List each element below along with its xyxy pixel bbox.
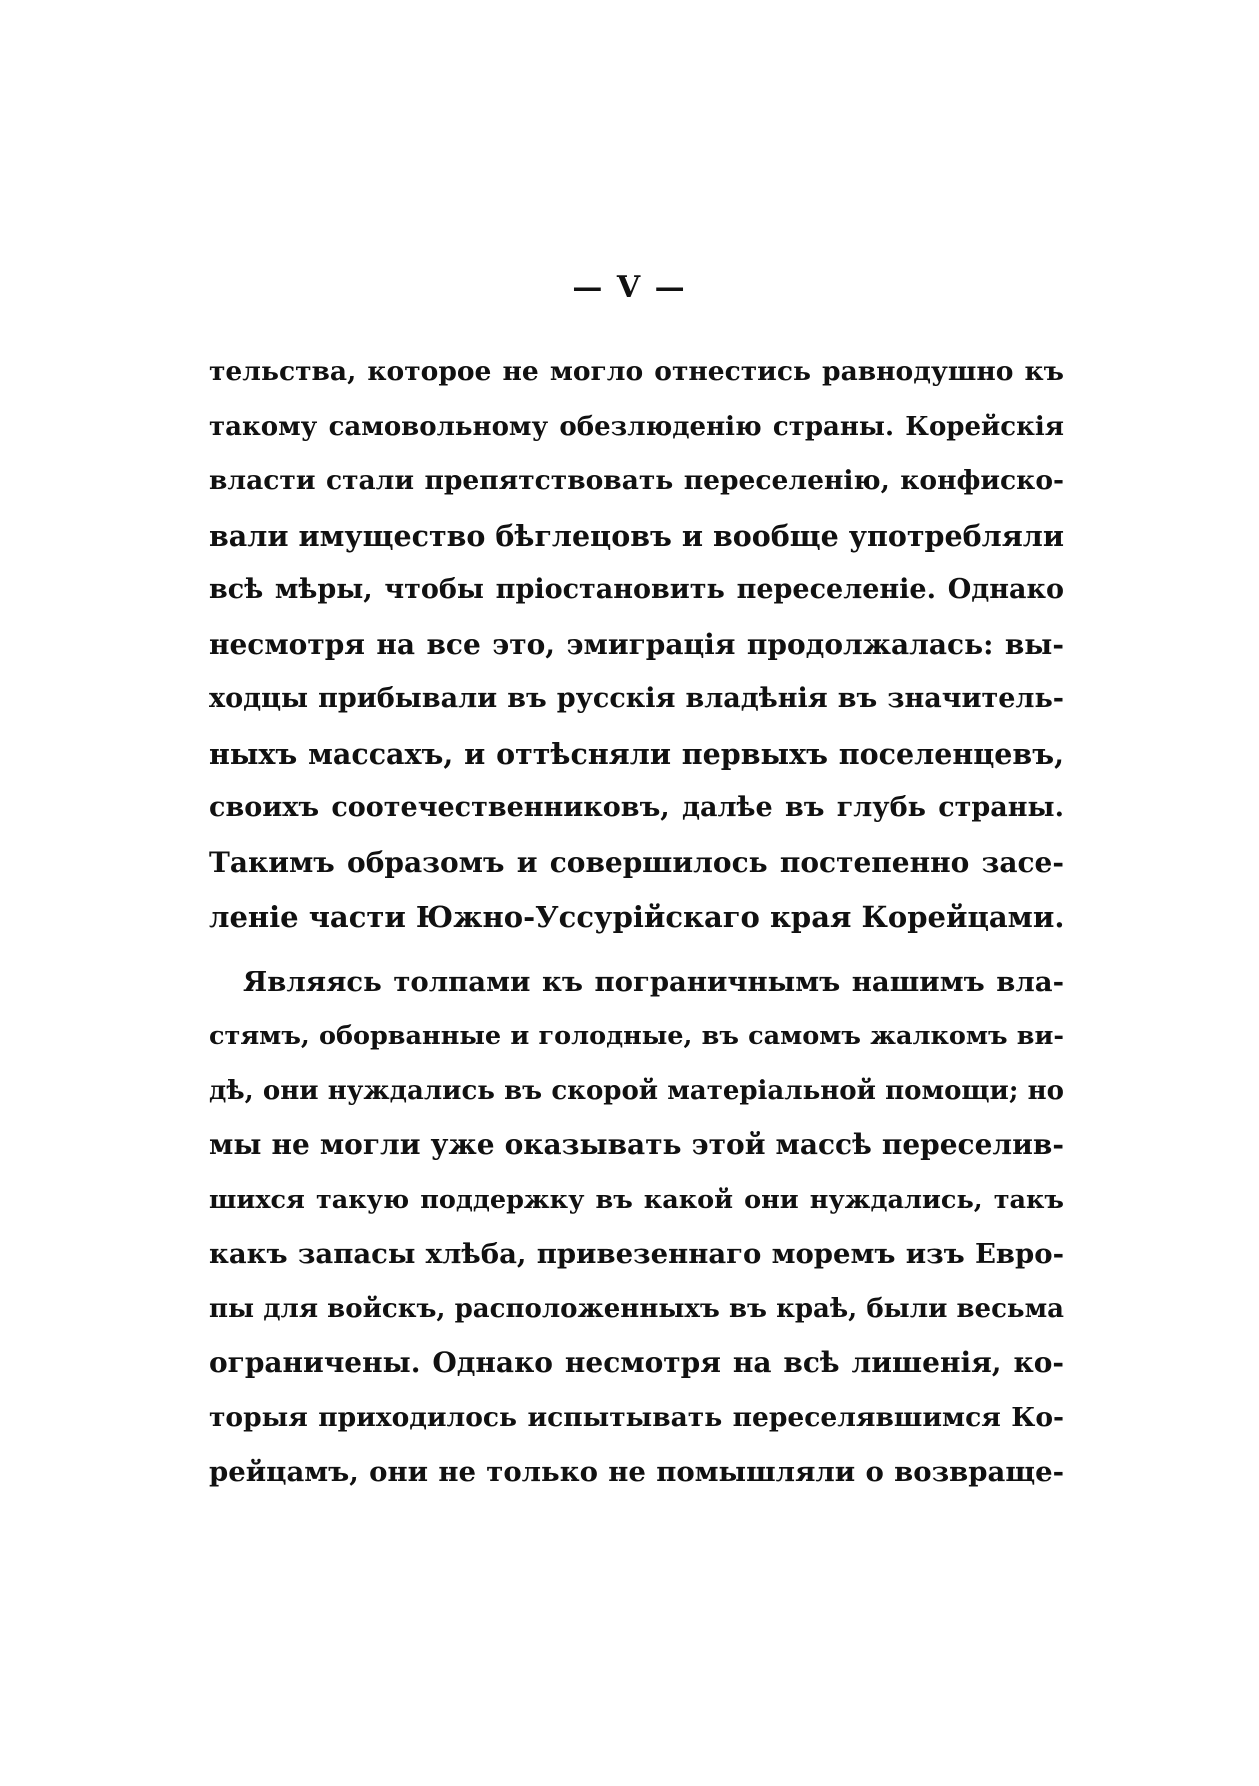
paragraph-gap bbox=[209, 945, 1064, 955]
text-line: такому самовольному обезлюденію страны. Корейскія bbox=[209, 411, 1064, 442]
paragraph-2 bbox=[209, 955, 1064, 1500]
text-line: шихся такую поддержку въ какой они нуждались, такъ bbox=[209, 1184, 1064, 1215]
text-line: леніе части Южно-Уссурійскаго края Корейцами. bbox=[209, 900, 1065, 934]
text-line: несмотря на все это, эмиграція продолжалась: вы- bbox=[209, 627, 1064, 661]
body-text bbox=[209, 345, 1064, 1500]
text-line: стямъ, оборванные и голодные, въ самомъ жалкомъ ви- bbox=[209, 1021, 1064, 1051]
text-line: своихъ соотечественниковъ, далѣе въ глубь страны. bbox=[209, 792, 1064, 823]
paragraph-1 bbox=[209, 345, 1064, 945]
text-line: ходцы прибывали въ русскія владѣнія въ значитель- bbox=[209, 683, 1064, 714]
text-line: какъ запасы хлѣба, привезеннаго моремъ изъ Евро- bbox=[209, 1238, 1064, 1270]
text-line: ограничены. Однако несмотря на всѣ лишенія, ко- bbox=[209, 1346, 1064, 1379]
text-line: всѣ мѣры, чтобы пріостановить переселеніе. Однако bbox=[209, 574, 1064, 605]
text-line: вали имущество бѣглецовъ и вообще употребляли bbox=[209, 518, 1064, 553]
text-line: дѣ, они нуждались въ скорой матеріальной помощи; но bbox=[209, 1075, 1064, 1106]
text-line: Такимъ образомъ и совершилось постепенно засе- bbox=[209, 845, 1064, 879]
text-line: пы для войскъ, расположенныхъ въ краѣ, были весьма bbox=[209, 1293, 1064, 1324]
text-line: тельства, которое не могло отнестись равнодушно къ bbox=[209, 356, 1064, 387]
text-line: рейцамъ, они не только не помышляли о возвраще- bbox=[209, 1456, 1064, 1488]
page-number: — V — bbox=[572, 270, 687, 305]
text-line: Являясь толпами къ пограничнымъ нашимъ вла- bbox=[243, 965, 1064, 998]
text-line: ныхъ массахъ, и оттѣсняли первыхъ поселенцевъ, bbox=[209, 736, 1064, 771]
text-line: власти стали препятствовать переселенію, конфиско- bbox=[209, 465, 1064, 496]
text-line: торыя приходилось испытывать переселявшимся Ко- bbox=[209, 1401, 1064, 1433]
text-line: мы не могли уже оказывать этой массѣ переселив- bbox=[209, 1128, 1064, 1161]
